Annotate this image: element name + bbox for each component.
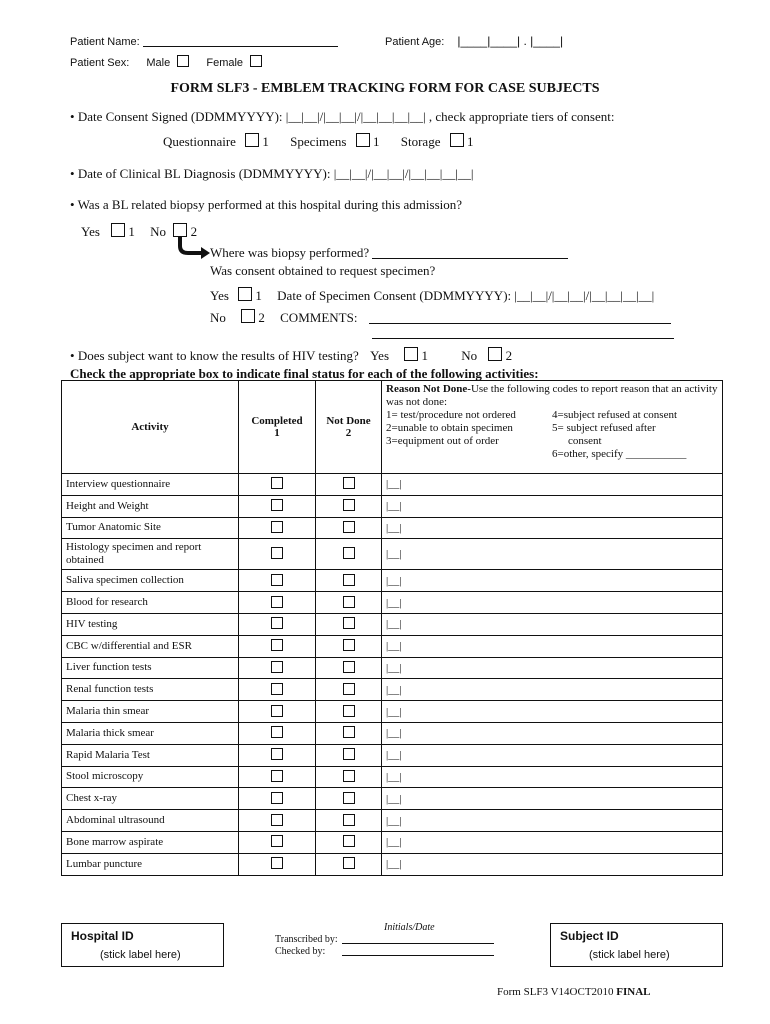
- form-version: Form SLF3 V14OCT2010: [497, 986, 614, 998]
- reason-code-field[interactable]: |__|: [386, 749, 402, 762]
- tier-questionnaire-checkbox[interactable]: [245, 133, 259, 147]
- reason-cell: [382, 517, 723, 539]
- reason-code-field[interactable]: |__|: [386, 661, 402, 674]
- tier-storage-code: 1: [466, 134, 474, 149]
- male-checkbox[interactable]: [177, 55, 189, 67]
- table-row: [62, 613, 723, 635]
- hospital-id-label: Hospital ID: [71, 929, 134, 943]
- table-row: [62, 788, 723, 810]
- completed-cell: [239, 831, 316, 853]
- not-done-checkbox[interactable]: [343, 477, 355, 489]
- not-done-cell: [316, 570, 382, 592]
- biopsy-question: Was a BL related biopsy performed at this hospital during this admission?: [77, 197, 463, 212]
- table-row: [62, 495, 723, 517]
- tier-specimens-label: Specimens: [290, 134, 347, 149]
- activity-name: Lumbar puncture: [62, 853, 239, 875]
- reason-code-field[interactable]: |__|: [386, 548, 402, 561]
- table-row: [62, 474, 723, 496]
- tier-specimens-code: 1: [373, 134, 380, 149]
- reason-code-field[interactable]: |__|: [386, 683, 402, 696]
- biopsy-yes-checkbox[interactable]: [111, 223, 125, 237]
- not-done-checkbox[interactable]: [343, 574, 355, 586]
- consent-suffix: , check appropriate tiers of consent:: [428, 109, 615, 124]
- col-not-done-code: 2: [345, 427, 352, 439]
- tier-storage-checkbox[interactable]: [450, 133, 464, 147]
- not-done-cell: [316, 810, 382, 832]
- not-done-cell: [316, 539, 382, 570]
- reason-cell: [382, 570, 723, 592]
- reason-intro: Use the following codes to report reason that an activity was not done:: [386, 383, 718, 408]
- activity-name: Histology specimen and report obtained: [62, 539, 239, 570]
- reason-code-field[interactable]: |__|: [386, 500, 402, 513]
- not-done-checkbox[interactable]: [343, 835, 355, 847]
- not-done-checkbox[interactable]: [343, 705, 355, 717]
- table-row: [62, 539, 723, 570]
- not-done-cell: [316, 613, 382, 635]
- reason-cell: [382, 744, 723, 766]
- reason-cell: [382, 810, 723, 832]
- patient-name-row: [70, 36, 338, 48]
- activity-name: Saliva specimen collection: [62, 570, 239, 592]
- form-version-row: [497, 986, 651, 998]
- reason-code-3: 3=equipment out of order: [386, 435, 499, 447]
- not-done-cell: [316, 517, 382, 539]
- patient-sex-row: [70, 55, 262, 69]
- biopsy-consent-yes-checkbox[interactable]: [238, 287, 252, 301]
- completed-cell: [239, 766, 316, 788]
- biopsy-where-question: Where was biopsy performed?: [210, 245, 370, 260]
- completed-checkbox[interactable]: [271, 499, 283, 511]
- not-done-checkbox[interactable]: [343, 748, 355, 760]
- consent-date-field[interactable]: |__|__|/|__|__|/|__|__|__|__|: [285, 109, 426, 124]
- not-done-checkbox[interactable]: [343, 499, 355, 511]
- col-reason-header: [382, 381, 723, 474]
- reason-code-field[interactable]: |__|: [386, 770, 402, 783]
- completed-cell: [239, 613, 316, 635]
- biopsy-consent-no-label: No: [210, 310, 226, 325]
- table-row: [62, 570, 723, 592]
- hiv-yes-checkbox[interactable]: [404, 347, 418, 361]
- reason-code-field[interactable]: |__|: [386, 705, 402, 718]
- tier-questionnaire-label: Questionnaire: [163, 134, 236, 149]
- bullet-icon: •: [70, 348, 75, 363]
- tier-questionnaire-code: 1: [262, 134, 269, 149]
- activity-name: Liver function tests: [62, 657, 239, 679]
- bullet-icon: •: [70, 166, 75, 181]
- table-row: [62, 766, 723, 788]
- activity-name: Abdominal ultrasound: [62, 810, 239, 832]
- completed-checkbox[interactable]: [271, 521, 283, 533]
- table-header-row: [62, 381, 723, 474]
- reason-codes: [386, 409, 718, 461]
- reason-cell: [382, 495, 723, 517]
- checked-by-label: Checked by:: [275, 946, 326, 957]
- completed-cell: [239, 495, 316, 517]
- biopsy-consent-yes-label: Yes: [210, 288, 229, 303]
- activity-name: Bone marrow aspirate: [62, 831, 239, 853]
- reason-code-2: 2=unable to obtain specimen: [386, 422, 513, 434]
- hospital-id-box[interactable]: [61, 923, 224, 967]
- completed-cell: [239, 474, 316, 496]
- completed-checkbox[interactable]: [271, 705, 283, 717]
- not-done-cell: [316, 701, 382, 723]
- reason-code-field[interactable]: |__|: [386, 478, 402, 491]
- not-done-cell: [316, 722, 382, 744]
- reason-cell: [382, 853, 723, 875]
- skip-arrow-icon: [176, 236, 212, 260]
- reason-code-field[interactable]: |__|: [386, 574, 402, 587]
- specimen-consent-date-label: Date of Specimen Consent (DDMMYYYY):: [277, 288, 512, 303]
- not-done-cell: [316, 853, 382, 875]
- initials-date-label: Initials/Date: [384, 922, 435, 933]
- reason-cell: [382, 788, 723, 810]
- transcribed-by-label: Transcribed by:: [275, 934, 338, 945]
- activity-name: Chest x-ray: [62, 788, 239, 810]
- col-not-done-label: Not Done: [326, 415, 371, 427]
- table-row: [62, 810, 723, 832]
- tier-storage-label: Storage: [400, 134, 441, 149]
- reason-code-field[interactable]: |__|: [386, 836, 402, 849]
- biopsy-yes-label: Yes: [81, 224, 100, 239]
- comments-field-line-2[interactable]: [372, 338, 674, 339]
- reason-title: Reason Not Done-: [386, 383, 471, 395]
- hiv-row: [70, 347, 512, 364]
- form-title: FORM SLF3 - EMBLEM TRACKING FORM FOR CASE SUBJECTS: [170, 81, 600, 96]
- checked-by-field[interactable]: [342, 955, 494, 956]
- tier-specimens-checkbox[interactable]: [356, 133, 370, 147]
- diagnosis-date-field[interactable]: |__|__|/|__|__|/|__|__|__|__|: [333, 166, 474, 181]
- completed-checkbox[interactable]: [271, 857, 283, 869]
- activity-name: HIV testing: [62, 613, 239, 635]
- table-row: [62, 679, 723, 701]
- biopsy-consent-no-row: [210, 309, 671, 326]
- not-done-checkbox[interactable]: [343, 792, 355, 804]
- reason-cell: [382, 679, 723, 701]
- not-done-cell: [316, 679, 382, 701]
- hiv-no-checkbox[interactable]: [488, 347, 502, 361]
- specimen-consent-date-field[interactable]: |__|__|/|__|__|/|__|__|__|__|: [514, 288, 655, 303]
- reason-cell: [382, 539, 723, 570]
- activity-name: Height and Weight: [62, 495, 239, 517]
- reason-cell: [382, 722, 723, 744]
- bullet-icon: •: [70, 109, 75, 124]
- not-done-checkbox[interactable]: [343, 521, 355, 533]
- biopsy-no-label: No: [150, 224, 167, 239]
- completed-checkbox[interactable]: [271, 726, 283, 738]
- not-done-checkbox[interactable]: [343, 857, 355, 869]
- biopsy-no-checkbox[interactable]: [173, 223, 187, 237]
- completed-checkbox[interactable]: [271, 748, 283, 760]
- activity-name: Stool microscopy: [62, 766, 239, 788]
- completed-checkbox[interactable]: [271, 477, 283, 489]
- completed-cell: [239, 853, 316, 875]
- activity-name: Renal function tests: [62, 679, 239, 701]
- completed-cell: [239, 570, 316, 592]
- comments-field[interactable]: [369, 323, 671, 324]
- reason-code-field[interactable]: |__|: [386, 596, 402, 609]
- biopsy-question-row: [70, 197, 462, 213]
- reason-cell: [382, 831, 723, 853]
- completed-cell: [239, 657, 316, 679]
- reason-cell: [382, 701, 723, 723]
- completed-cell: [239, 722, 316, 744]
- table-row: [62, 744, 723, 766]
- biopsy-where-row: [210, 245, 568, 261]
- completed-checkbox[interactable]: [271, 617, 283, 629]
- completed-cell: [239, 592, 316, 614]
- not-done-checkbox[interactable]: [343, 683, 355, 695]
- completed-checkbox[interactable]: [271, 639, 283, 651]
- completed-checkbox[interactable]: [271, 596, 283, 608]
- biopsy-consent-no-code: 2: [258, 310, 265, 325]
- col-completed-label: Completed: [251, 415, 303, 427]
- completed-checkbox[interactable]: [271, 661, 283, 673]
- not-done-checkbox[interactable]: [343, 547, 355, 559]
- reason-code-field[interactable]: |__|: [386, 618, 402, 631]
- patient-sex-label: Patient Sex:: [70, 57, 130, 69]
- female-label: Female: [206, 57, 244, 69]
- patient-name-field[interactable]: [143, 46, 338, 47]
- table-row: [62, 592, 723, 614]
- biopsy-consent-yes-row: [210, 287, 654, 304]
- table-row: [62, 701, 723, 723]
- completed-checkbox[interactable]: [271, 547, 283, 559]
- activity-name: Blood for research: [62, 592, 239, 614]
- completed-checkbox[interactable]: [271, 792, 283, 804]
- activity-table: [61, 380, 723, 876]
- table-row: [62, 635, 723, 657]
- not-done-cell: [316, 766, 382, 788]
- not-done-cell: [316, 744, 382, 766]
- comments-label: COMMENTS:: [280, 310, 358, 325]
- not-done-checkbox[interactable]: [343, 814, 355, 826]
- not-done-cell: [316, 474, 382, 496]
- not-done-cell: [316, 657, 382, 679]
- reason-code-field[interactable]: |__|: [386, 792, 402, 805]
- completed-cell: [239, 701, 316, 723]
- reason-code-field[interactable]: |__|: [386, 814, 402, 827]
- not-done-cell: [316, 635, 382, 657]
- hiv-no-code: 2: [505, 348, 513, 363]
- activity-name: Rapid Malaria Test: [62, 744, 239, 766]
- reason-code-5-cont: consent: [568, 435, 602, 447]
- consent-tiers-row: [163, 133, 473, 150]
- subject-id-box[interactable]: [550, 923, 723, 967]
- reason-cell: [382, 613, 723, 635]
- biopsy-consent-no-checkbox[interactable]: [241, 309, 255, 323]
- activity-name: Interview questionnaire: [62, 474, 239, 496]
- not-done-cell: [316, 831, 382, 853]
- hiv-question: Does subject want to know the results of HIV testing?: [77, 348, 359, 363]
- completed-checkbox[interactable]: [271, 835, 283, 847]
- table-row: [62, 517, 723, 539]
- subject-id-hint: (stick label here): [589, 949, 670, 961]
- col-completed-header: [239, 381, 316, 474]
- not-done-cell: [316, 495, 382, 517]
- patient-age-row: [385, 34, 563, 48]
- table-row: [62, 831, 723, 853]
- reason-code-5: 5= subject refused after: [552, 422, 656, 434]
- not-done-checkbox[interactable]: [343, 617, 355, 629]
- diagnosis-row: [70, 166, 474, 182]
- reason-cell: [382, 635, 723, 657]
- bullet-icon: •: [70, 197, 75, 212]
- completed-cell: [239, 517, 316, 539]
- reason-code-field[interactable]: |__|: [386, 521, 402, 534]
- subject-id-label: Subject ID: [560, 929, 619, 943]
- not-done-checkbox[interactable]: [343, 596, 355, 608]
- reason-code-field[interactable]: |__|: [386, 727, 402, 740]
- consent-question: Date Consent Signed (DDMMYYYY):: [77, 109, 283, 124]
- completed-cell: [239, 635, 316, 657]
- table-row: [62, 853, 723, 875]
- reason-cell: [382, 657, 723, 679]
- not-done-cell: [316, 788, 382, 810]
- not-done-checkbox[interactable]: [343, 726, 355, 738]
- reason-cell: [382, 592, 723, 614]
- biopsy-consent-question: Was consent obtained to request specimen?: [210, 263, 436, 278]
- table-row: [62, 657, 723, 679]
- biopsy-where-field[interactable]: [372, 258, 568, 259]
- male-label: Male: [146, 57, 171, 69]
- patient-name-label: Patient Name:: [70, 36, 140, 48]
- hospital-id-hint: (stick label here): [100, 949, 181, 961]
- form-status: FINAL: [616, 986, 651, 998]
- consent-question-row: [70, 109, 614, 125]
- biopsy-consent-yes-code: 1: [255, 288, 262, 303]
- completed-checkbox[interactable]: [271, 574, 283, 586]
- completed-cell: [239, 744, 316, 766]
- hiv-yes-label: Yes: [370, 348, 390, 363]
- transcribed-by-row: [275, 934, 494, 945]
- reason-cell: [382, 766, 723, 788]
- completed-checkbox[interactable]: [271, 683, 283, 695]
- reason-code-field[interactable]: |__|: [386, 858, 402, 871]
- table-instruction: Check the appropriate box to indicate final status for each of the following activities:: [70, 366, 539, 381]
- reason-code-6: 6=other, specify ___________: [552, 448, 687, 460]
- not-done-checkbox[interactable]: [343, 639, 355, 651]
- hiv-yes-code: 1: [421, 348, 429, 363]
- activity-name: Malaria thin smear: [62, 701, 239, 723]
- completed-cell: [239, 539, 316, 570]
- col-activity-label: Activity: [131, 421, 169, 433]
- hiv-no-label: No: [461, 348, 478, 363]
- not-done-cell: [316, 592, 382, 614]
- activity-name: CBC w/differential and ESR: [62, 635, 239, 657]
- reason-cell: [382, 474, 723, 496]
- table-row: [62, 722, 723, 744]
- reason-code-4: 4=subject refused at consent: [552, 409, 678, 421]
- reason-code-1: 1= test/procedure not ordered: [386, 409, 516, 421]
- completed-cell: [239, 788, 316, 810]
- completed-checkbox[interactable]: [271, 814, 283, 826]
- diagnosis-question: Date of Clinical BL Diagnosis (DDMMYYYY):: [77, 166, 331, 181]
- col-completed-code: 1: [274, 427, 280, 439]
- completed-cell: [239, 810, 316, 832]
- activity-name: Malaria thick smear: [62, 722, 239, 744]
- patient-age-label: Patient Age:: [385, 36, 445, 48]
- biopsy-no-code: 2: [190, 224, 198, 239]
- col-not-done-header: [316, 381, 382, 474]
- reason-code-field[interactable]: |__|: [386, 640, 402, 653]
- biopsy-yes-code: 1: [128, 224, 135, 239]
- checked-by-row: [275, 946, 494, 957]
- female-checkbox[interactable]: [250, 55, 262, 67]
- not-done-checkbox[interactable]: [343, 661, 355, 673]
- patient-age-field[interactable]: |____|____| . |____|: [457, 34, 564, 48]
- completed-cell: [239, 679, 316, 701]
- col-activity-header: [62, 381, 239, 474]
- transcribed-by-field[interactable]: [342, 943, 494, 944]
- activity-name: Tumor Anatomic Site: [62, 517, 239, 539]
- not-done-checkbox[interactable]: [343, 770, 355, 782]
- completed-checkbox[interactable]: [271, 770, 283, 782]
